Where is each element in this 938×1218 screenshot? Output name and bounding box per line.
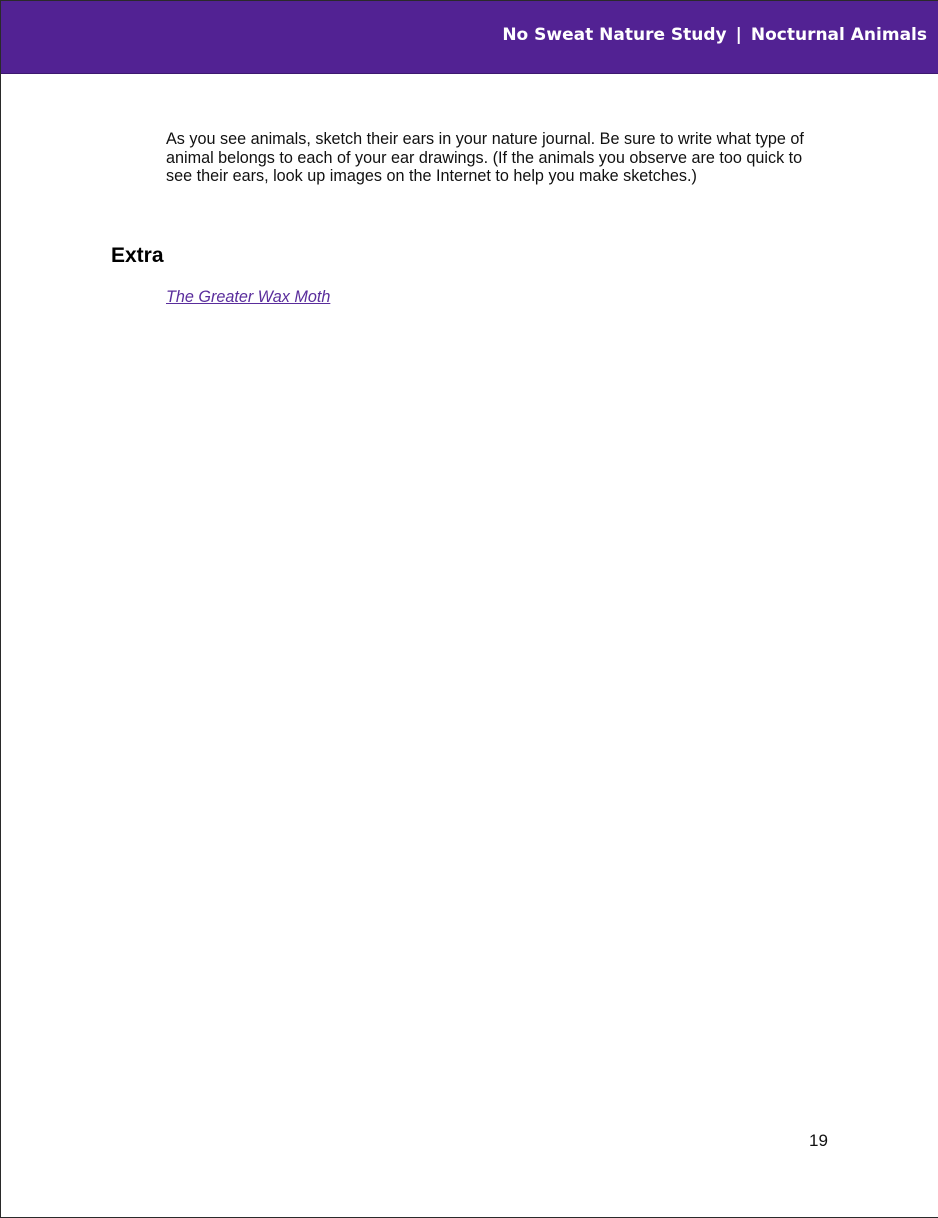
instruction-paragraph: As you see animals, sketch their ears in your nature journal. Be sure to write what type of animal belongs to each of your ear drawings. (If the animals you observe are too quick to see their ears, look up images on the Internet to help you make sketches.) [166,130,804,186]
greater-wax-moth-link[interactable]: The Greater Wax Moth [166,288,331,306]
page-number: 19 [809,1131,828,1150]
header-title [502,25,927,45]
header-banner [1,1,938,74]
header-separator: | [735,25,742,45]
header-title-series: No Sweat Nature Study [502,25,727,45]
header-title-topic: Nocturnal Animals [750,25,927,45]
extra-heading: Extra [111,244,164,267]
